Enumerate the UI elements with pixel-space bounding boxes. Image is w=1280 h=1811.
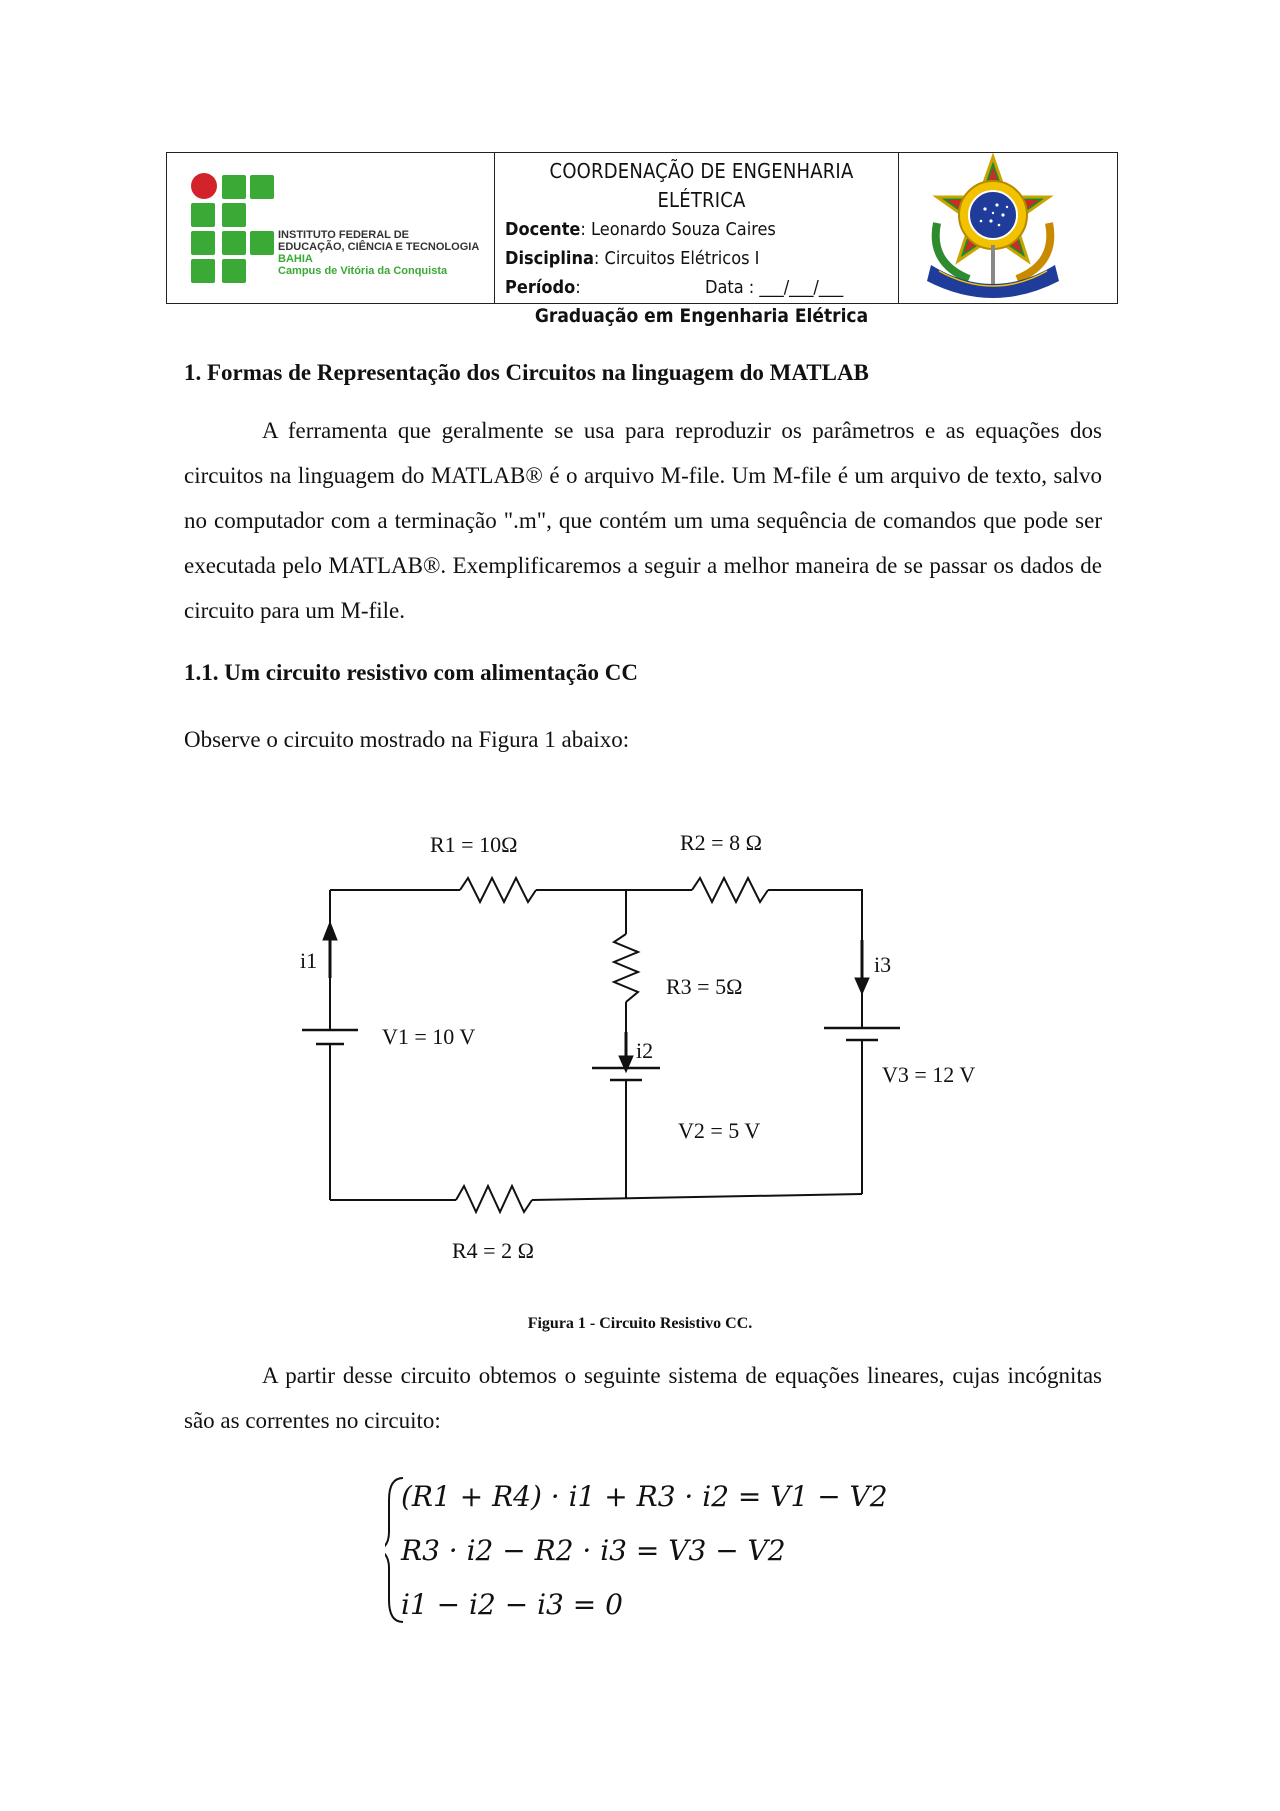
equation-3: i1 − i2 − i3 = 0 [401,1588,623,1621]
label-i1: i1 [300,948,318,973]
disciplina-line: Disciplina: Circuitos Elétricos I [505,248,760,269]
equation-1: (R1 + R4) · i1 + R3 · i2 = V1 − V2 [401,1480,888,1513]
label-i2: i2 [636,1038,654,1063]
label-r2: R2 = 8 Ω [680,830,762,855]
equation-system [385,1470,945,1630]
graduation-title: Graduação em Engenharia Elétrica [534,305,869,327]
label-r3: R3 = 5Ω [666,974,743,999]
institute-logo [167,153,495,303]
label-r1: R1 = 10Ω [430,832,518,857]
brazil-coat-of-arms [899,153,1117,303]
header-table [166,152,1118,327]
label-r4: R4 = 2 Ω [452,1238,534,1263]
header-info [495,153,899,327]
periodo-line: Período: Data : ___/___/___ [505,273,898,302]
label-v2: V2 = 5 V [678,1118,761,1143]
label-v3: V3 = 12 V [882,1062,976,1087]
date-field: Data : ___/___/___ [705,277,844,298]
subsection-heading: 1.1. Um circuito resistivo com alimentação CC [184,660,638,685]
equation-2: R3 · i2 − R2 · i3 = V3 − V2 [401,1534,786,1567]
equations-intro: A partir desse circuito obtemos o seguinte sistema de equações lineares, cujas incógnitas são as correntes no circuito: [184,1363,1102,1433]
figure-caption: Figura 1 - Circuito Resistivo CC. [527,1315,753,1332]
docente-line: Docente: Leonardo Souza Caires [505,219,776,240]
circuit-diagram [280,810,1040,1280]
coordination-title: COORDENAÇÃO DE ENGENHARIA ELÉTRICA [549,159,854,212]
label-v1: V1 = 10 V [382,1024,476,1049]
section-heading: 1. Formas de Representação dos Circuitos na linguagem do MATLAB [184,360,869,385]
institute-name: INSTITUTO FEDERAL DE EDUCAÇÃO, CIÊNCIA E TECNOLOGIA BAHIA Campus de Vitória da Conquista [278,229,480,277]
intro-paragraph: A ferramenta que geralmente se usa para reproduzir os parâmetros e as equações dos circuitos na linguagem do MATLAB® é o arquivo M-file. Um M-file é um arquivo de texto, salvo no computador com a terminação ".m", que contém um uma sequência de comandos que pode ser executada pelo MATLAB®. Exemplificaremos a seguir a melhor maneira de se passar os dados de circuito para um M-file. [184,418,1102,623]
observe-text: Observe o circuito mostrado na Figura 1 abaixo: [184,727,630,752]
label-i3: i3 [874,952,892,977]
